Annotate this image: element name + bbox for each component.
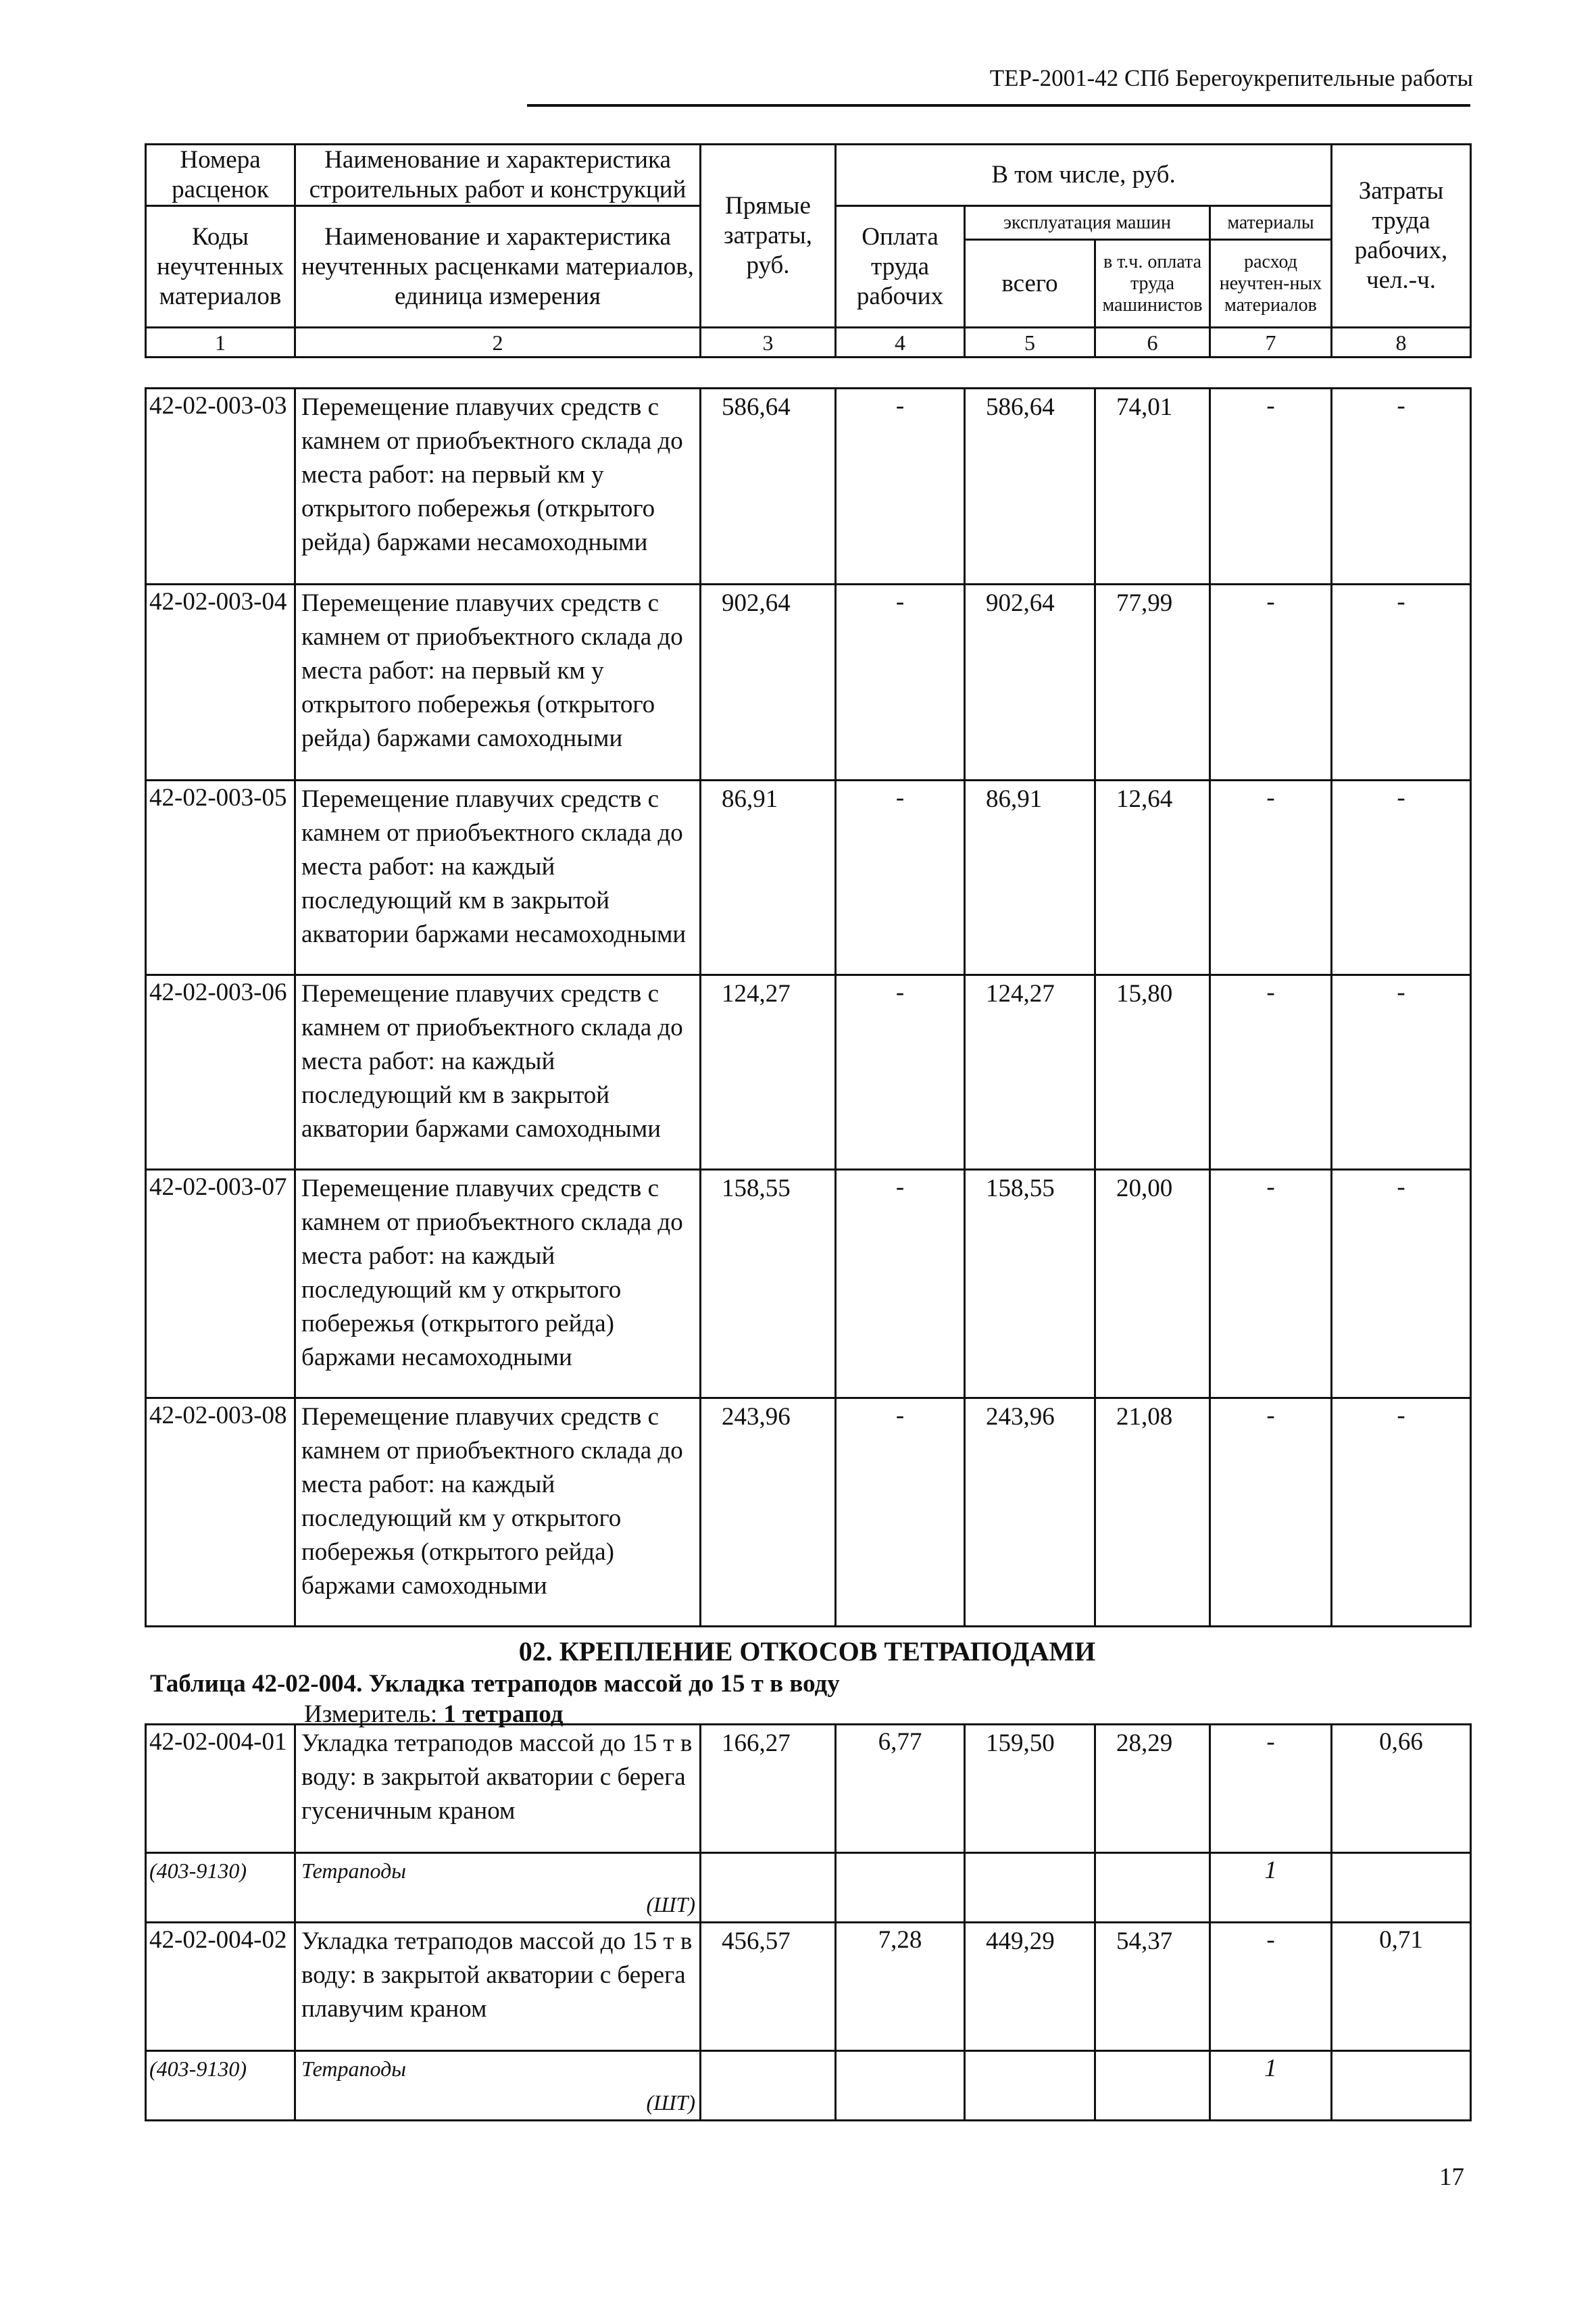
operators-cost: 54,37	[1095, 1923, 1210, 2051]
header-rule	[527, 104, 1470, 107]
rate-description: Перемещение плавучих средств с камнем от приобъектного склада до места работ: на первый км у открытого побережья (открытого рейда) баржами самоходными	[295, 585, 701, 781]
group-header: В том числе, руб.	[836, 145, 1332, 206]
material-code: (403-9130)	[146, 2051, 295, 2121]
material-quantity: 1	[1210, 2051, 1332, 2121]
table-row	[146, 781, 1471, 975]
direct-cost: 902,64	[701, 585, 836, 781]
rate-code: 42-02-003-06	[146, 975, 295, 1170]
col5-header: всего	[965, 240, 1095, 328]
direct-cost: 456,57	[701, 1923, 836, 2051]
col-number-7: 7	[1210, 328, 1332, 358]
materials-cost: -	[1210, 781, 1332, 975]
empty-cell	[836, 2051, 965, 2121]
labor-hours: -	[1332, 975, 1471, 1170]
labor-cost: -	[836, 389, 965, 585]
rate-description: Укладка тетраподов массой до 15 т в воду: в закрытой акватории с берега гусеничным краном	[295, 1725, 701, 1853]
operators-cost: 15,80	[1095, 975, 1210, 1170]
materials-header: материалы	[1210, 206, 1332, 240]
materials-cost: -	[1210, 585, 1332, 781]
col3-header: Прямые затраты, руб.	[701, 145, 836, 328]
rate-description: Укладка тетраподов массой до 15 т в воду: в закрытой акватории с берега плавучим краном	[295, 1923, 701, 2051]
table-row	[146, 975, 1471, 1170]
rate-code: 42-02-004-01	[146, 1725, 295, 1853]
document-header-title: ТЕР-2001-42 СПб Берегоукрепительные работы	[989, 65, 1473, 91]
machines-cost: 159,50	[965, 1725, 1095, 1853]
materials-cost: -	[1210, 975, 1332, 1170]
table-row	[146, 1725, 1471, 1853]
labor-cost: -	[836, 781, 965, 975]
col4-header: Оплата труда рабочих	[836, 206, 965, 328]
direct-cost: 124,27	[701, 975, 836, 1170]
labor-hours: 0,66	[1332, 1725, 1471, 1853]
rate-description: Перемещение плавучих средств с камнем от приобъектного склада до места работ: на первый км у открытого побережья (открытого рейда) баржами несамоходными	[295, 389, 701, 585]
empty-cell	[1095, 1853, 1210, 1923]
material-name-cell	[295, 2051, 701, 2121]
material-unit: (ШТ)	[646, 1892, 695, 1917]
material-name: Тетраподы	[301, 2057, 406, 2081]
table-row	[146, 1398, 1471, 1627]
material-name: Тетраподы	[301, 1858, 406, 1883]
labor-cost: -	[836, 975, 965, 1170]
direct-cost: 586,64	[701, 389, 836, 585]
material-name-cell	[295, 1853, 701, 1923]
rate-description: Перемещение плавучих средств с камнем от приобъектного склада до места работ: на каждый последующий км в закрытой акватории баржами несамоходными	[295, 781, 701, 975]
col8-header: Затраты труда рабочих, чел.-ч.	[1332, 145, 1471, 328]
machines-cost: 902,64	[965, 585, 1095, 781]
col7-header: расход неучтен-ных материалов	[1210, 240, 1332, 328]
table-row	[146, 1923, 1471, 2051]
table-caption: Таблица 42-02-004. Укладка тетраподов массой до 15 т в воду	[150, 1670, 840, 1698]
direct-cost: 166,27	[701, 1725, 836, 1853]
machines-cost: 449,29	[965, 1923, 1095, 2051]
col-number-1: 1	[146, 328, 295, 358]
labor-cost: -	[836, 585, 965, 781]
machines-cost: 158,55	[965, 1170, 1095, 1398]
machines-cost: 586,64	[965, 389, 1095, 585]
material-code: (403-9130)	[146, 1853, 295, 1923]
machines-header: эксплуатация машин	[965, 206, 1210, 240]
col1-top-header: Номера расценок	[146, 145, 295, 206]
materials-cost: -	[1210, 1725, 1332, 1853]
empty-cell	[1332, 2051, 1471, 2121]
material-row	[146, 2051, 1471, 2121]
labor-cost: 6,77	[836, 1725, 965, 1853]
labor-cost: -	[836, 1398, 965, 1627]
operators-cost: 28,29	[1095, 1725, 1210, 1853]
labor-cost: 7,28	[836, 1923, 965, 2051]
direct-cost: 158,55	[701, 1170, 836, 1398]
direct-cost: 86,91	[701, 781, 836, 975]
rate-code: 42-02-003-03	[146, 389, 295, 585]
rate-description: Перемещение плавучих средств с камнем от приобъектного склада до места работ: на каждый последующий км у открытого побережья (открытого рейда) баржами самоходными	[295, 1398, 701, 1627]
col-number-8: 8	[1332, 328, 1471, 358]
col2-bottom-header: Наименование и характеристика неучтенных расценками материалов, единица измерения	[295, 206, 701, 328]
direct-cost: 243,96	[701, 1398, 836, 1627]
table-row	[146, 389, 1471, 585]
col-number-3: 3	[701, 328, 836, 358]
rate-code: 42-02-003-04	[146, 585, 295, 781]
labor-hours: -	[1332, 781, 1471, 975]
table-row	[146, 1170, 1471, 1398]
col2-top-header: Наименование и характеристика строительных работ и конструкций	[295, 145, 701, 206]
material-row	[146, 1853, 1471, 1923]
measure-value: 1 тетрапод	[443, 1700, 564, 1728]
machines-cost: 243,96	[965, 1398, 1095, 1627]
operators-cost: 21,08	[1095, 1398, 1210, 1627]
operators-cost: 77,99	[1095, 585, 1210, 781]
empty-cell	[965, 1853, 1095, 1923]
materials-cost: -	[1210, 389, 1332, 585]
machines-cost: 124,27	[965, 975, 1095, 1170]
col-number-2: 2	[295, 328, 701, 358]
rate-code: 42-02-003-08	[146, 1398, 295, 1627]
rate-code: 42-02-003-05	[146, 781, 295, 975]
labor-hours: -	[1332, 1170, 1471, 1398]
material-unit: (ШТ)	[646, 2090, 695, 2115]
rates-table-003	[145, 387, 1472, 1627]
rate-code: 42-02-004-02	[146, 1923, 295, 2051]
empty-cell	[701, 2051, 836, 2121]
rate-description: Перемещение плавучих средств с камнем от приобъектного склада до места работ: на каждый последующий км в закрытой акватории баржами самоходными	[295, 975, 701, 1170]
material-quantity: 1	[1210, 1853, 1332, 1923]
operators-cost: 74,01	[1095, 389, 1210, 585]
rate-code: 42-02-003-07	[146, 1170, 295, 1398]
page-number: 17	[1439, 2163, 1464, 2191]
operators-cost: 12,64	[1095, 781, 1210, 975]
column-header-table	[145, 143, 1472, 358]
empty-cell	[701, 1853, 836, 1923]
empty-cell	[965, 2051, 1095, 2121]
materials-cost: -	[1210, 1170, 1332, 1398]
measure-prefix: Измеритель:	[304, 1700, 438, 1728]
empty-cell	[836, 1853, 965, 1923]
labor-hours: -	[1332, 389, 1471, 585]
machines-cost: 86,91	[965, 781, 1095, 975]
empty-cell	[1095, 2051, 1210, 2121]
labor-hours: -	[1332, 1398, 1471, 1627]
table-row	[146, 585, 1471, 781]
section-title: 02. КРЕПЛЕНИЕ ОТКОСОВ ТЕТРАПОДАМИ	[518, 1636, 1096, 1667]
col1-bottom-header: Коды неучтенных материалов	[146, 206, 295, 328]
operators-cost: 20,00	[1095, 1170, 1210, 1398]
labor-hours: -	[1332, 585, 1471, 781]
labor-cost: -	[836, 1170, 965, 1398]
labor-hours: 0,71	[1332, 1923, 1471, 2051]
rate-description: Перемещение плавучих средств с камнем от приобъектного склада до места работ: на каждый последующий км у открытого побережья (открытого рейда) баржами несамоходными	[295, 1170, 701, 1398]
empty-cell	[1332, 1853, 1471, 1923]
col-number-4: 4	[836, 328, 965, 358]
col6-header: в т.ч. оплата труда машинистов	[1095, 240, 1210, 328]
materials-cost: -	[1210, 1923, 1332, 2051]
rates-table-004	[145, 1723, 1472, 2121]
col-number-6: 6	[1095, 328, 1210, 358]
col-number-5: 5	[965, 328, 1095, 358]
materials-cost: -	[1210, 1398, 1332, 1627]
